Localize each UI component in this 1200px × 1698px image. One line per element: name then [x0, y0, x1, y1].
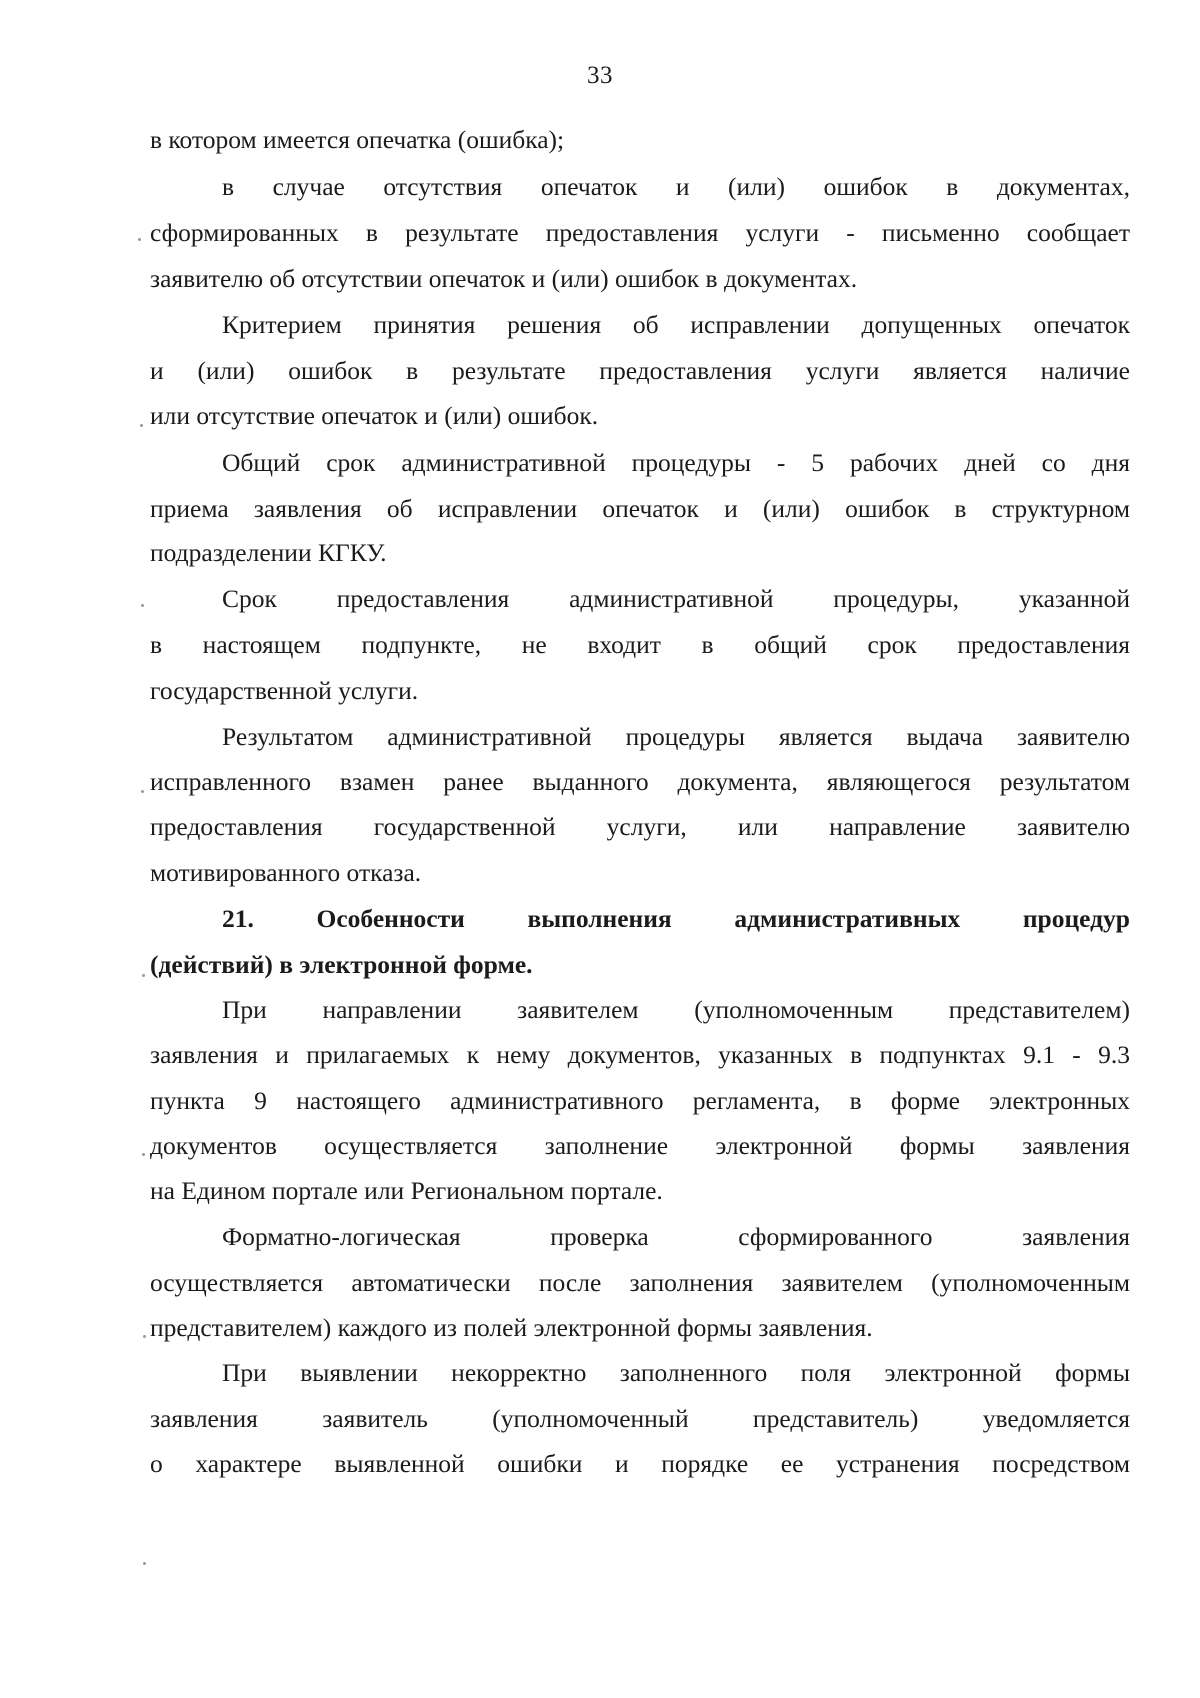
- text-line: в котором имеется опечатка (ошибка);: [150, 125, 565, 154]
- scan-speck: [143, 1562, 146, 1565]
- text-line: мотивированного отказа.: [150, 858, 422, 887]
- text-line: подразделении КГКУ.: [150, 538, 387, 567]
- text-line: на Едином портале или Региональном портале.: [150, 1176, 663, 1205]
- page-number: 33: [587, 62, 613, 89]
- text-line: о характере выявленной ошибки и порядке ее устранения посредством: [150, 1449, 1130, 1478]
- text-line: Форматно-логическая проверка сформированного заявления: [222, 1222, 1130, 1251]
- scan-speck: [141, 604, 144, 607]
- text-line: сформированных в результате предоставления услуги - письменно сообщает: [150, 218, 1130, 247]
- text-line: пункта 9 настоящего административного регламента, в форме электронных: [150, 1086, 1130, 1115]
- text-line: государственной услуги.: [150, 676, 419, 705]
- text-line: Критерием принятия решения об исправлении допущенных опечаток: [222, 310, 1130, 339]
- text-line: в случае отсутствия опечаток и (или) ошибок в документах,: [222, 172, 1130, 201]
- text-line: заявления и прилагаемых к нему документов, указанных в подпунктах 9.1 - 9.3: [150, 1040, 1130, 1069]
- text-line: исправленного взамен ранее выданного документа, являющегося результатом: [150, 767, 1130, 796]
- text-line: заявителю об отсутствии опечаток и (или) ошибок в документах.: [150, 264, 858, 293]
- text-line: предоставления государственной услуги, или направление заявителю: [150, 812, 1130, 841]
- text-line: представителем) каждого из полей электронной формы заявления.: [150, 1313, 873, 1342]
- text-line: осуществляется автоматически после заполнения заявителем (уполномоченным: [150, 1268, 1130, 1297]
- text-line: При направлении заявителем (уполномоченным представителем): [222, 995, 1130, 1024]
- text-line: Результатом административной процедуры является выдача заявителю: [222, 722, 1130, 751]
- text-line: и (или) ошибок в результате предоставления услуги является наличие: [150, 356, 1130, 385]
- text-line: заявления заявитель (уполномоченный представитель) уведомляется: [150, 1404, 1130, 1433]
- text-line: приема заявления об исправлении опечаток и (или) ошибок в структурном: [150, 494, 1130, 523]
- scan-speck: [143, 1335, 146, 1338]
- text-line: Общий срок административной процедуры - 5 рабочих дней со дня: [222, 448, 1130, 477]
- scan-speck: [138, 238, 141, 241]
- text-line: документов осуществляется заполнение электронной формы заявления: [150, 1131, 1130, 1160]
- text-line: в настоящем подпункте, не входит в общий срок предоставления: [150, 630, 1130, 659]
- scan-speck: [141, 790, 144, 793]
- text-line: При выявлении некорректно заполненного поля электронной формы: [222, 1358, 1130, 1387]
- section-heading: 21. Особенности выполнения административных процедур: [222, 904, 1130, 933]
- scan-speck: [142, 974, 145, 977]
- scan-speck: [140, 424, 143, 427]
- scan-speck: [142, 1153, 145, 1156]
- section-heading: (действий) в электронной форме.: [150, 950, 533, 979]
- text-line: Срок предоставления административной процедуры, указанной: [222, 584, 1130, 613]
- text-line: или отсутствие опечаток и (или) ошибок.: [150, 401, 599, 430]
